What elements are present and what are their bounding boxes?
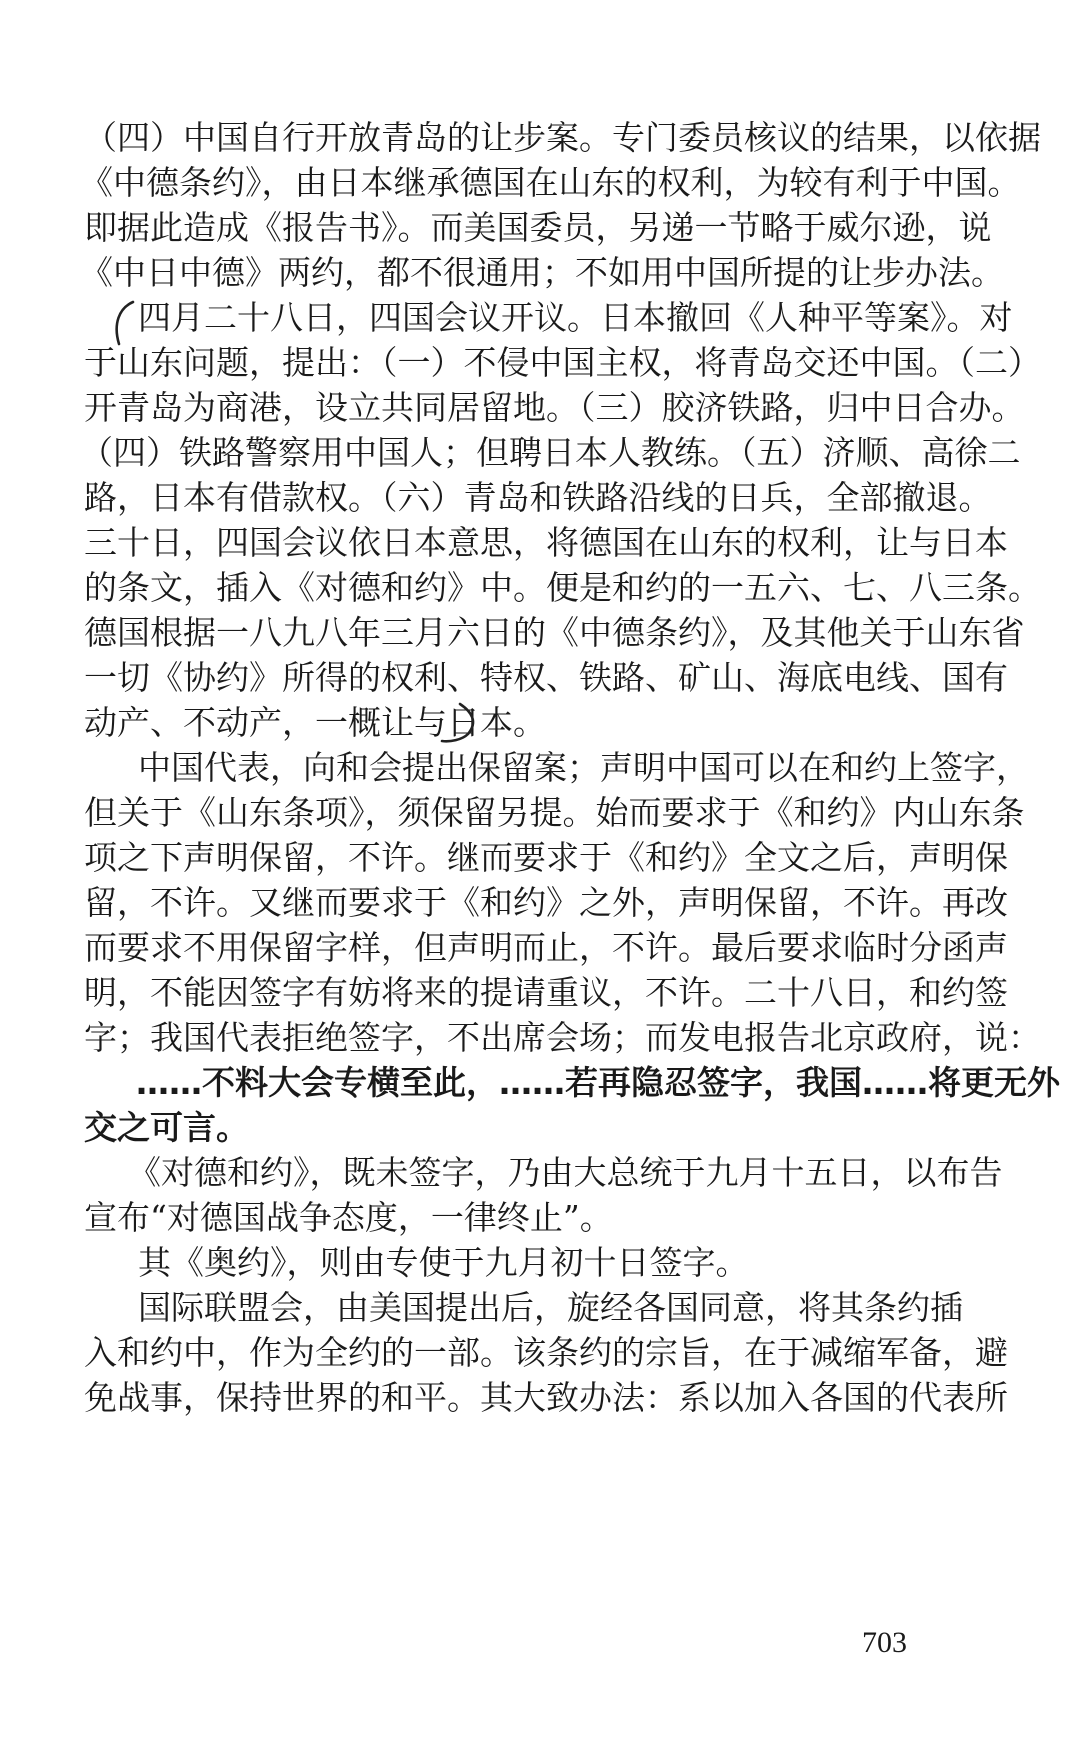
handwritten-open-bracket-mark [105, 298, 145, 348]
text-line: （四）铁路警察用中国人；但聘日本人教练。（五）济顺、高徐二 [80, 433, 1021, 472]
text-line: 一切《协约》所得的权利、特权、铁路、矿山、海底电线、国有 [84, 658, 1008, 697]
text-line: 国际联盟会，由美国提出后，旋经各国同意，将其条约插 [138, 1288, 963, 1327]
text-line: 免战事，保持世界的和平。其大致办法：系以加入各国的代表所 [84, 1378, 1008, 1417]
text-line: 于山东问题，提出：（一）不侵中国主权，将青岛交还中国。（二） [84, 343, 1041, 382]
text-line: 明，不能因签字有妨将来的提请重议，不许。二十八日，和约签 [84, 973, 1008, 1012]
text-line: （四）中国自行开放青岛的让步案。专门委员核议的结果，以依据 [84, 118, 1041, 157]
text-line: 留，不许。又继而要求于《和约》之外，声明保留，不许。再改 [84, 883, 1008, 922]
text-line: 但关于《山东条项》，须保留另提。始而要求于《和约》内山东条 [84, 793, 1025, 832]
text-line: 而要求不用保留字样，但声明而止，不许。最后要求临时分函声 [84, 928, 1008, 967]
text-line: 入和约中，作为全约的一部。该条约的宗旨，在于减缩军备，避 [84, 1333, 1008, 1372]
text-line: 项之下声明保留，不许。继而要求于《和约》全文之后，声明保 [84, 838, 1008, 877]
text-line: 三十日，四国会议依日本意思，将德国在山东的权利，让与日本 [84, 523, 1008, 562]
text-line: 德国根据一八九八年三月六日的《中德条约》，及其他关于山东省 [84, 613, 1025, 652]
text-line: 四月二十八日，四国会议开议。日本撤回《人种平等案》。对 [138, 298, 1013, 337]
handwritten-close-bracket-mark [438, 700, 490, 746]
text-line: 动产、不动产，一概让与日本。 [84, 703, 546, 742]
text-line: 《对德和约》，既未签字，乃由大总统于九月十五日，以布告 [128, 1153, 1003, 1192]
text-line: 中国代表，向和会提出保留案；声明中国可以在和约上签字， [138, 748, 1029, 787]
text-line: 开青岛为商港，设立共同居留地。（三）胶济铁路，归中日合办。 [84, 388, 1025, 427]
text-line: 路，日本有借款权。（六）青岛和铁路沿线的日兵，全部撤退。 [84, 478, 992, 517]
text-line: 即据此造成《报告书》。而美国委员，另递一节略于威尔逊，说 [84, 208, 992, 247]
quoted-telegram-line: 交之可言。 [84, 1108, 249, 1147]
text-line: 宣布“对德国战争态度，一律终止”。 [84, 1198, 613, 1237]
text-line: 《中德条约》，由日本继承德国在山东的权利，为较有利于中国。 [80, 163, 1021, 202]
page-number: 703 [862, 1626, 907, 1659]
text-line: 的条文，插入《对德和约》中。便是和约的一五六、七、八三条。 [84, 568, 1041, 607]
quoted-telegram-line: ……不料大会专横至此，……若再隐忍签字，我国……将更无外 [136, 1063, 1060, 1102]
text-line: 《中日中德》两约，都不很通用；不如用中国所提的让步办法。 [80, 253, 1004, 292]
text-line: 字；我国代表拒绝签字，不出席会场；而发电报告北京政府，说： [84, 1018, 1041, 1057]
text-line: 其《奥约》，则由专使于九月初十日签字。 [138, 1243, 749, 1282]
